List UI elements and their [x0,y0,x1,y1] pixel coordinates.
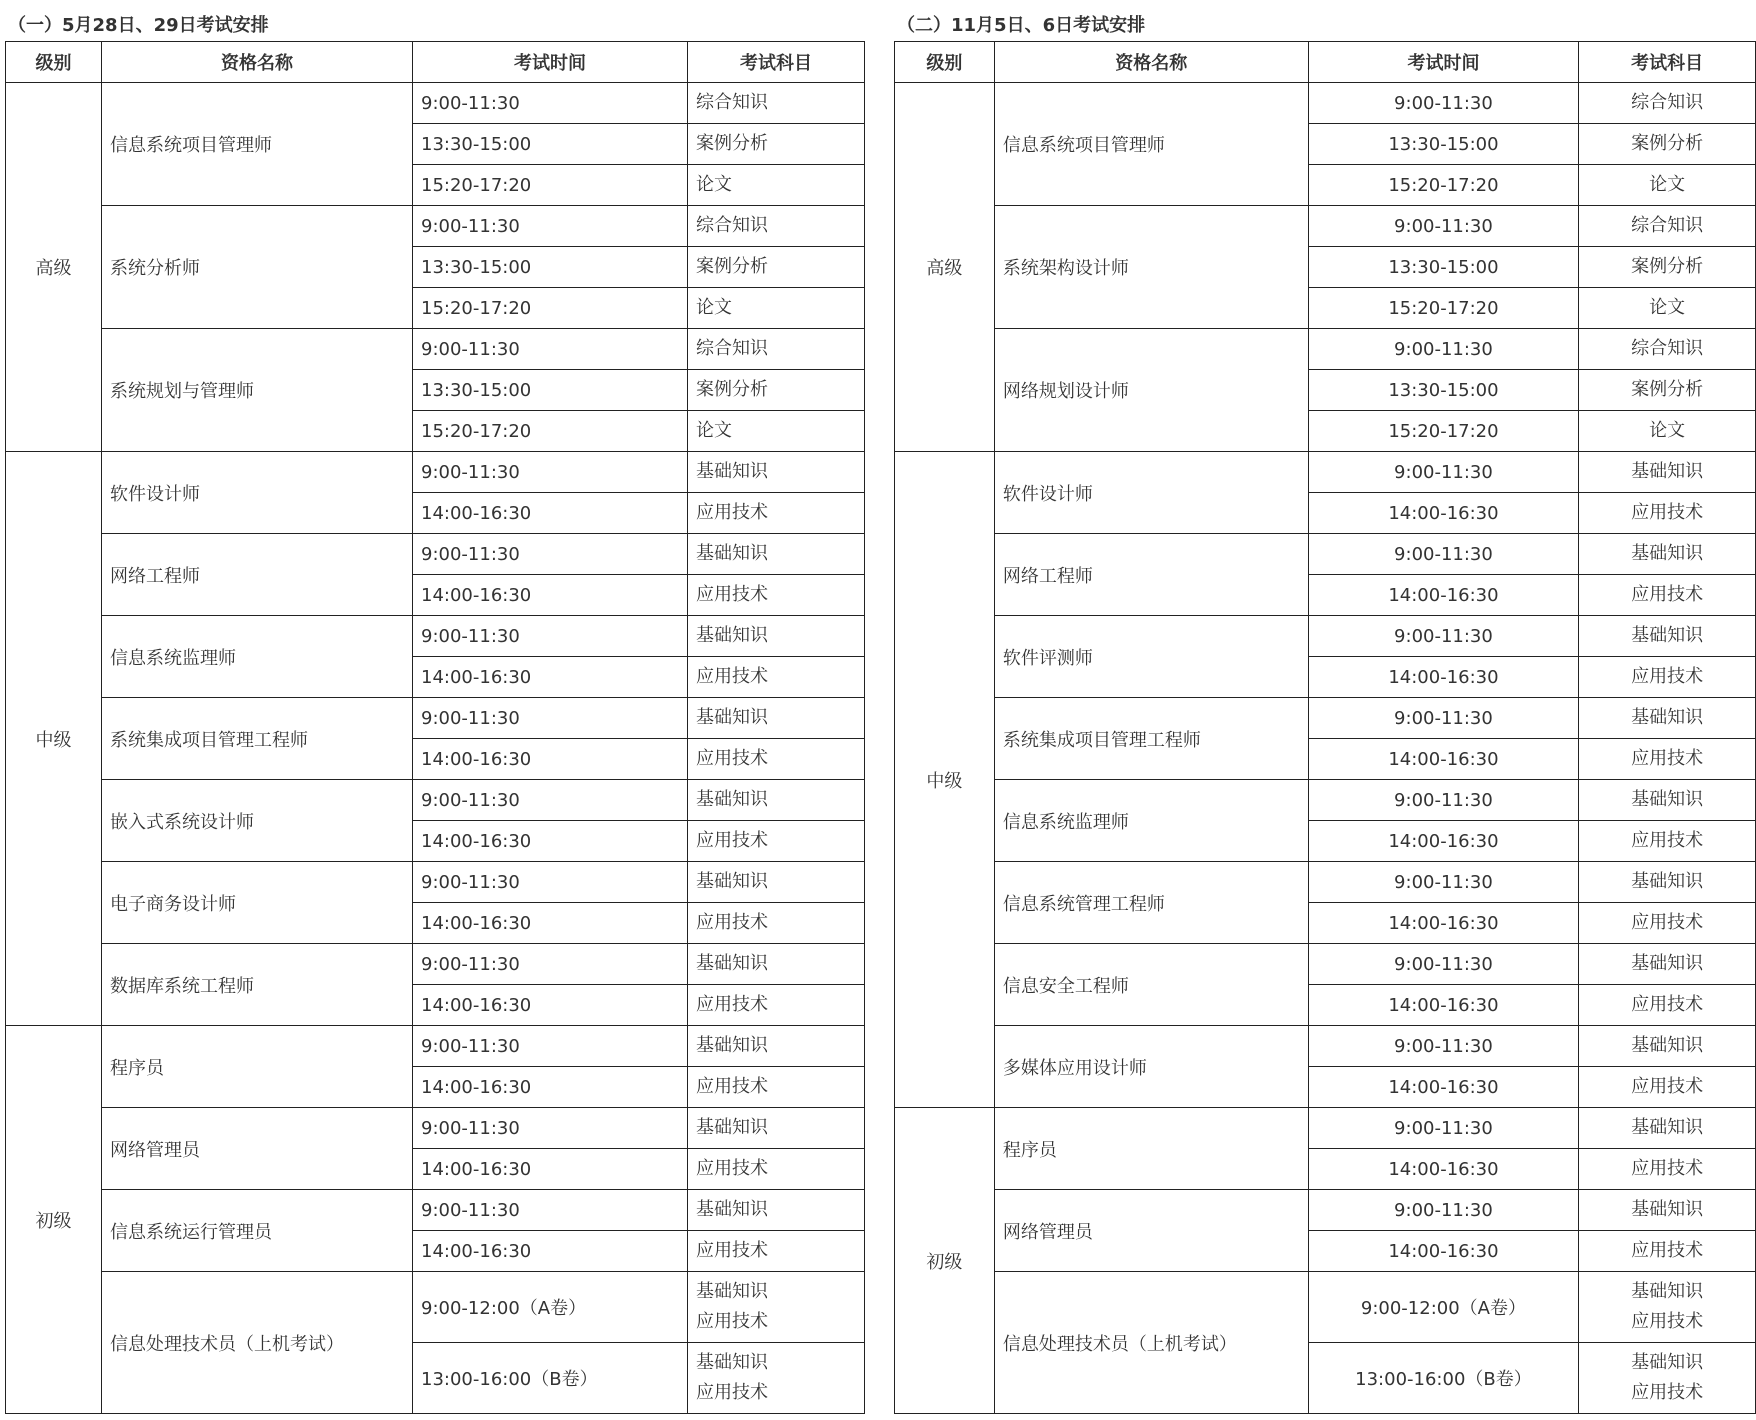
table-header-row [6,42,865,83]
exam-subject-cell [688,1272,865,1343]
exam-subject-cell [1579,903,1756,944]
table-row [895,534,1756,575]
exam-time-cell: 13:00-16:00（B卷） [1308,1343,1579,1414]
qualification-name: 程序员 [102,1026,413,1108]
exam-subject: 基础知识 [696,543,768,564]
exam-time-cell: 14:00-16:30 [413,985,688,1026]
exam-subject-cell [688,1343,865,1414]
table-row [6,83,865,124]
exam-subject-cell [688,739,865,780]
level-cell: 中级 [895,452,995,1108]
exam-time-cell: 9:00-11:30 [1308,1026,1579,1067]
qualification-name: 软件设计师 [994,452,1308,534]
exam-schedule-table [5,41,865,1414]
exam-subject-cell [688,288,865,329]
exam-subject: 应用技术 [1631,830,1704,851]
exam-subject-cell [1579,165,1756,206]
table-row [895,1108,1756,1149]
exam-time-cell: 15:20-17:20 [1308,288,1579,329]
table-row [895,698,1756,739]
qualification-name: 网络管理员 [102,1108,413,1190]
table-row [895,206,1756,247]
exam-subject: 综合知识 [696,92,768,113]
exam-subject-cell [1579,1231,1756,1272]
qualification-name: 系统分析师 [102,206,413,329]
table-row [895,1026,1756,1067]
exam-time-cell: 14:00-16:30 [413,493,688,534]
exam-time-cell: 9:00-11:30 [413,698,688,739]
exam-subject: 综合知识 [1631,92,1704,113]
exam-subject: 基础知识 [696,1117,768,1138]
qualification-name: 网络管理员 [994,1190,1308,1272]
table-row [6,452,865,493]
exam-subject: 案例分析 [696,133,768,154]
table-row [6,534,865,575]
exam-subject-cell [688,985,865,1026]
exam-time-cell: 14:00-16:30 [1308,821,1579,862]
exam-time-cell: 9:00-11:30 [1308,534,1579,575]
exam-subject: 案例分析 [696,256,768,277]
exam-time-cell: 15:20-17:20 [1308,165,1579,206]
exam-subject: 基础知识 [696,461,768,482]
table-row [895,780,1756,821]
exam-subject: 应用技术 [696,502,768,523]
qualification-name: 网络工程师 [994,534,1308,616]
exam-subject-cell [688,247,865,288]
exam-subject-cell [1579,370,1756,411]
exam-subject: 应用技术 [696,1311,768,1332]
exam-subject-cell [688,206,865,247]
exam-time-cell: 14:00-16:30 [413,821,688,862]
exam-time-cell: 15:20-17:20 [1308,411,1579,452]
header-exam-time: 考试时间 [1308,42,1579,83]
exam-subject: 应用技术 [696,1158,768,1179]
qualification-name: 信息系统管理工程师 [994,862,1308,944]
exam-time-cell: 9:00-11:30 [413,83,688,124]
exam-subject-cell [688,411,865,452]
qualification-name: 信息安全工程师 [994,944,1308,1026]
exam-subject: 论文 [696,174,732,195]
table-row [6,698,865,739]
table-row [6,862,865,903]
level-cell: 初级 [895,1108,995,1414]
exam-subject-cell [1579,206,1756,247]
exam-time-cell: 9:00-11:30 [413,944,688,985]
table-row [895,862,1756,903]
exam-subject-cell [688,862,865,903]
exam-time-cell: 9:00-11:30 [1308,206,1579,247]
exam-subject-cell [688,780,865,821]
exam-subject-cell [688,1067,865,1108]
qualification-name: 多媒体应用设计师 [994,1026,1308,1108]
exam-subject: 应用技术 [1631,1311,1704,1332]
exam-time-cell: 9:00-11:30 [413,780,688,821]
exam-subject: 基础知识 [696,625,768,646]
exam-subject: 基础知识 [1631,543,1704,564]
exam-subject-cell [1579,411,1756,452]
exam-subject: 论文 [696,297,732,318]
exam-subject-cell [688,1231,865,1272]
exam-time-cell: 9:00-11:30 [1308,944,1579,985]
exam-subject-cell [1579,616,1756,657]
exam-subject-cell [1579,124,1756,165]
exam-schedule-table [894,41,1756,1414]
table-row [895,329,1756,370]
level-cell: 初级 [6,1026,102,1414]
exam-subject-cell [1579,1149,1756,1190]
exam-subject-cell [1579,1067,1756,1108]
exam-time-cell: 13:00-16:00（B卷） [413,1343,688,1414]
exam-time-cell: 13:30-15:00 [1308,370,1579,411]
exam-subject: 应用技术 [1631,912,1704,933]
exam-subject-cell [1579,821,1756,862]
exam-subject-cell [688,83,865,124]
exam-time-cell: 14:00-16:30 [1308,903,1579,944]
table-row [6,206,865,247]
exam-time-cell: 9:00-11:30 [1308,698,1579,739]
header-exam-subject: 考试科目 [688,42,865,83]
exam-subject: 应用技术 [1631,502,1704,523]
section-title: （二）11月5日、6日考试安排 [897,15,1146,36]
exam-time-cell: 9:00-12:00（A卷） [1308,1272,1579,1343]
exam-subject-cell [1579,534,1756,575]
table-row [895,944,1756,985]
exam-subject: 应用技术 [696,1240,768,1261]
exam-subject-cell [688,944,865,985]
exam-time-cell: 14:00-16:30 [413,657,688,698]
exam-subject-cell [1579,1272,1756,1343]
exam-time-cell: 14:00-16:30 [1308,739,1579,780]
exam-subject: 基础知识 [696,1281,768,1302]
exam-subject-cell [688,452,865,493]
header-qualification: 资格名称 [994,42,1308,83]
exam-subject: 基础知识 [1631,953,1704,974]
level-cell: 高级 [6,83,102,452]
exam-time-cell: 9:00-11:30 [413,1026,688,1067]
exam-subject: 基础知识 [1631,1352,1704,1373]
exam-time-cell: 9:00-11:30 [413,329,688,370]
exam-time-cell: 9:00-11:30 [1308,616,1579,657]
exam-subject: 基础知识 [696,953,768,974]
exam-time-cell: 9:00-11:30 [413,452,688,493]
exam-subject-cell [688,534,865,575]
table-row [895,1190,1756,1231]
exam-time-cell: 14:00-16:30 [413,1231,688,1272]
exam-subject: 案例分析 [696,379,768,400]
exam-time-cell: 14:00-16:30 [413,575,688,616]
exam-time-cell: 9:00-11:30 [413,862,688,903]
qualification-name: 电子商务设计师 [102,862,413,944]
exam-subject: 综合知识 [696,338,768,359]
exam-subject: 基础知识 [696,1035,768,1056]
exam-subject: 应用技术 [1631,1382,1704,1403]
exam-subject-cell [688,1190,865,1231]
exam-subject: 论文 [1649,420,1686,441]
exam-subject: 综合知识 [1631,215,1704,236]
exam-subject: 论文 [696,420,732,441]
exam-time-cell: 13:30-15:00 [413,124,688,165]
exam-subject-cell [1579,1026,1756,1067]
exam-subject: 基础知识 [1631,789,1704,810]
exam-subject-cell [1579,698,1756,739]
exam-subject-cell [1579,247,1756,288]
exam-time-cell: 14:00-16:30 [413,1149,688,1190]
table-row [895,452,1756,493]
exam-time-cell: 9:00-11:30 [413,1108,688,1149]
table-row [6,1026,865,1067]
qualification-name: 信息系统项目管理师 [102,83,413,206]
exam-subject: 应用技术 [1631,1076,1704,1097]
header-level: 级别 [895,42,995,83]
exam-subject: 应用技术 [1631,1158,1704,1179]
header-exam-subject: 考试科目 [1579,42,1756,83]
exam-subject: 应用技术 [1631,994,1704,1015]
table-row [895,1272,1756,1343]
exam-subject-cell [1579,739,1756,780]
qualification-name: 数据库系统工程师 [102,944,413,1026]
table-row [6,1108,865,1149]
qualification-name: 信息系统运行管理员 [102,1190,413,1272]
exam-subject: 应用技术 [696,1076,768,1097]
qualification-name: 系统架构设计师 [994,206,1308,329]
table-header-row [895,42,1756,83]
exam-subject: 案例分析 [1631,379,1704,400]
exam-subject-cell [1579,985,1756,1026]
exam-time-cell: 9:00-11:30 [1308,862,1579,903]
exam-time-cell: 14:00-16:30 [413,903,688,944]
exam-subject-cell [688,821,865,862]
exam-subject: 应用技术 [1631,584,1704,605]
exam-time-cell: 9:00-11:30 [413,616,688,657]
exam-subject-cell [688,575,865,616]
qualification-name: 程序员 [994,1108,1308,1190]
exam-subject-cell [1579,83,1756,124]
exam-time-cell: 14:00-16:30 [1308,985,1579,1026]
header-exam-time: 考试时间 [413,42,688,83]
exam-subject-cell [1579,944,1756,985]
header-level: 级别 [6,42,102,83]
exam-time-cell: 9:00-11:30 [413,206,688,247]
qualification-name: 系统集成项目管理工程师 [994,698,1308,780]
exam-subject-cell [688,493,865,534]
exam-subject: 基础知识 [1631,1281,1704,1302]
exam-subject-cell [688,165,865,206]
qualification-name: 信息系统监理师 [102,616,413,698]
exam-subject-cell [1579,452,1756,493]
exam-subject-cell [688,1149,865,1190]
exam-time-cell: 14:00-16:30 [1308,493,1579,534]
section-title: （一）5月28日、29日考试安排 [8,15,269,36]
exam-subject: 基础知识 [696,1199,768,1220]
qualification-name: 信息处理技术员（上机考试） [102,1272,413,1414]
exam-subject-cell [1579,493,1756,534]
exam-subject: 基础知识 [696,789,768,810]
exam-time-cell: 14:00-16:30 [1308,1231,1579,1272]
exam-time-cell: 14:00-16:30 [413,1067,688,1108]
exam-subject-cell [1579,862,1756,903]
qualification-name: 信息系统项目管理师 [994,83,1308,206]
table-row [6,780,865,821]
exam-subject-cell [688,698,865,739]
exam-time-cell: 15:20-17:20 [413,288,688,329]
qualification-name: 信息系统监理师 [994,780,1308,862]
exam-subject: 基础知识 [1631,461,1704,482]
qualification-name: 系统规划与管理师 [102,329,413,452]
exam-time-cell: 9:00-11:30 [1308,780,1579,821]
exam-time-cell: 9:00-11:30 [1308,329,1579,370]
exam-time-cell: 14:00-16:30 [1308,657,1579,698]
exam-subject: 基础知识 [1631,625,1704,646]
exam-subject-cell [1579,575,1756,616]
exam-subject: 基础知识 [1631,1199,1704,1220]
exam-subject-cell [688,903,865,944]
exam-time-cell: 13:30-15:00 [1308,247,1579,288]
table-row [6,616,865,657]
exam-time-cell: 13:30-15:00 [413,370,688,411]
exam-subject: 应用技术 [696,666,768,687]
exam-subject-cell [688,1026,865,1067]
exam-subject-cell [688,1108,865,1149]
exam-time-cell: 14:00-16:30 [413,739,688,780]
exam-subject: 案例分析 [1631,133,1704,154]
exam-subject-cell [688,329,865,370]
qualification-name: 软件设计师 [102,452,413,534]
level-cell: 高级 [895,83,995,452]
exam-subject: 应用技术 [696,830,768,851]
exam-subject: 应用技术 [696,584,768,605]
qualification-name: 网络规划设计师 [994,329,1308,452]
exam-time-cell: 9:00-11:30 [413,1190,688,1231]
exam-subject-cell [1579,329,1756,370]
exam-subject: 应用技术 [696,1382,768,1403]
exam-time-cell: 13:30-15:00 [1308,124,1579,165]
qualification-name: 网络工程师 [102,534,413,616]
level-cell: 中级 [6,452,102,1026]
exam-subject-cell [1579,1190,1756,1231]
exam-time-cell: 9:00-11:30 [1308,452,1579,493]
exam-subject: 应用技术 [696,912,768,933]
exam-subject-cell [688,616,865,657]
exam-subject: 论文 [1649,174,1686,195]
exam-time-cell: 9:00-11:30 [1308,83,1579,124]
table-row [6,329,865,370]
exam-subject: 基础知识 [696,871,768,892]
exam-time-cell: 14:00-16:30 [1308,1149,1579,1190]
table-row [895,83,1756,124]
exam-time-cell: 15:20-17:20 [413,165,688,206]
exam-subject: 综合知识 [696,215,768,236]
exam-time-cell: 14:00-16:30 [1308,1067,1579,1108]
qualification-name: 嵌入式系统设计师 [102,780,413,862]
exam-subject: 应用技术 [1631,666,1704,687]
exam-subject: 应用技术 [1631,1240,1704,1261]
exam-time-cell: 13:30-15:00 [413,247,688,288]
exam-subject-cell [688,370,865,411]
exam-subject: 基础知识 [1631,707,1704,728]
exam-time-cell: 9:00-11:30 [1308,1190,1579,1231]
exam-subject-cell [1579,657,1756,698]
exam-subject: 论文 [1649,297,1686,318]
header-qualification: 资格名称 [102,42,413,83]
exam-subject: 应用技术 [696,994,768,1015]
table-row [6,944,865,985]
exam-time-cell: 15:20-17:20 [413,411,688,452]
exam-subject: 基础知识 [1631,1035,1704,1056]
exam-subject: 基础知识 [1631,1117,1704,1138]
table-row [6,1272,865,1343]
exam-subject: 应用技术 [696,748,768,769]
qualification-name: 信息处理技术员（上机考试） [994,1272,1308,1414]
exam-subject: 应用技术 [1631,748,1704,769]
exam-subject-cell [1579,1343,1756,1414]
exam-time-cell: 9:00-12:00（A卷） [413,1272,688,1343]
exam-time-cell: 14:00-16:30 [1308,575,1579,616]
exam-subject-cell [688,657,865,698]
exam-subject: 基础知识 [696,1352,768,1373]
exam-subject-cell [1579,780,1756,821]
table-row [895,616,1756,657]
exam-time-cell: 9:00-11:30 [1308,1108,1579,1149]
qualification-name: 系统集成项目管理工程师 [102,698,413,780]
qualification-name: 软件评测师 [994,616,1308,698]
exam-subject: 基础知识 [696,707,768,728]
exam-subject: 案例分析 [1631,256,1704,277]
exam-time-cell: 9:00-11:30 [413,534,688,575]
exam-subject-cell [688,124,865,165]
exam-subject-cell [1579,1108,1756,1149]
exam-subject: 综合知识 [1631,338,1704,359]
table-row [6,1190,865,1231]
exam-subject-cell [1579,288,1756,329]
exam-subject: 基础知识 [1631,871,1704,892]
